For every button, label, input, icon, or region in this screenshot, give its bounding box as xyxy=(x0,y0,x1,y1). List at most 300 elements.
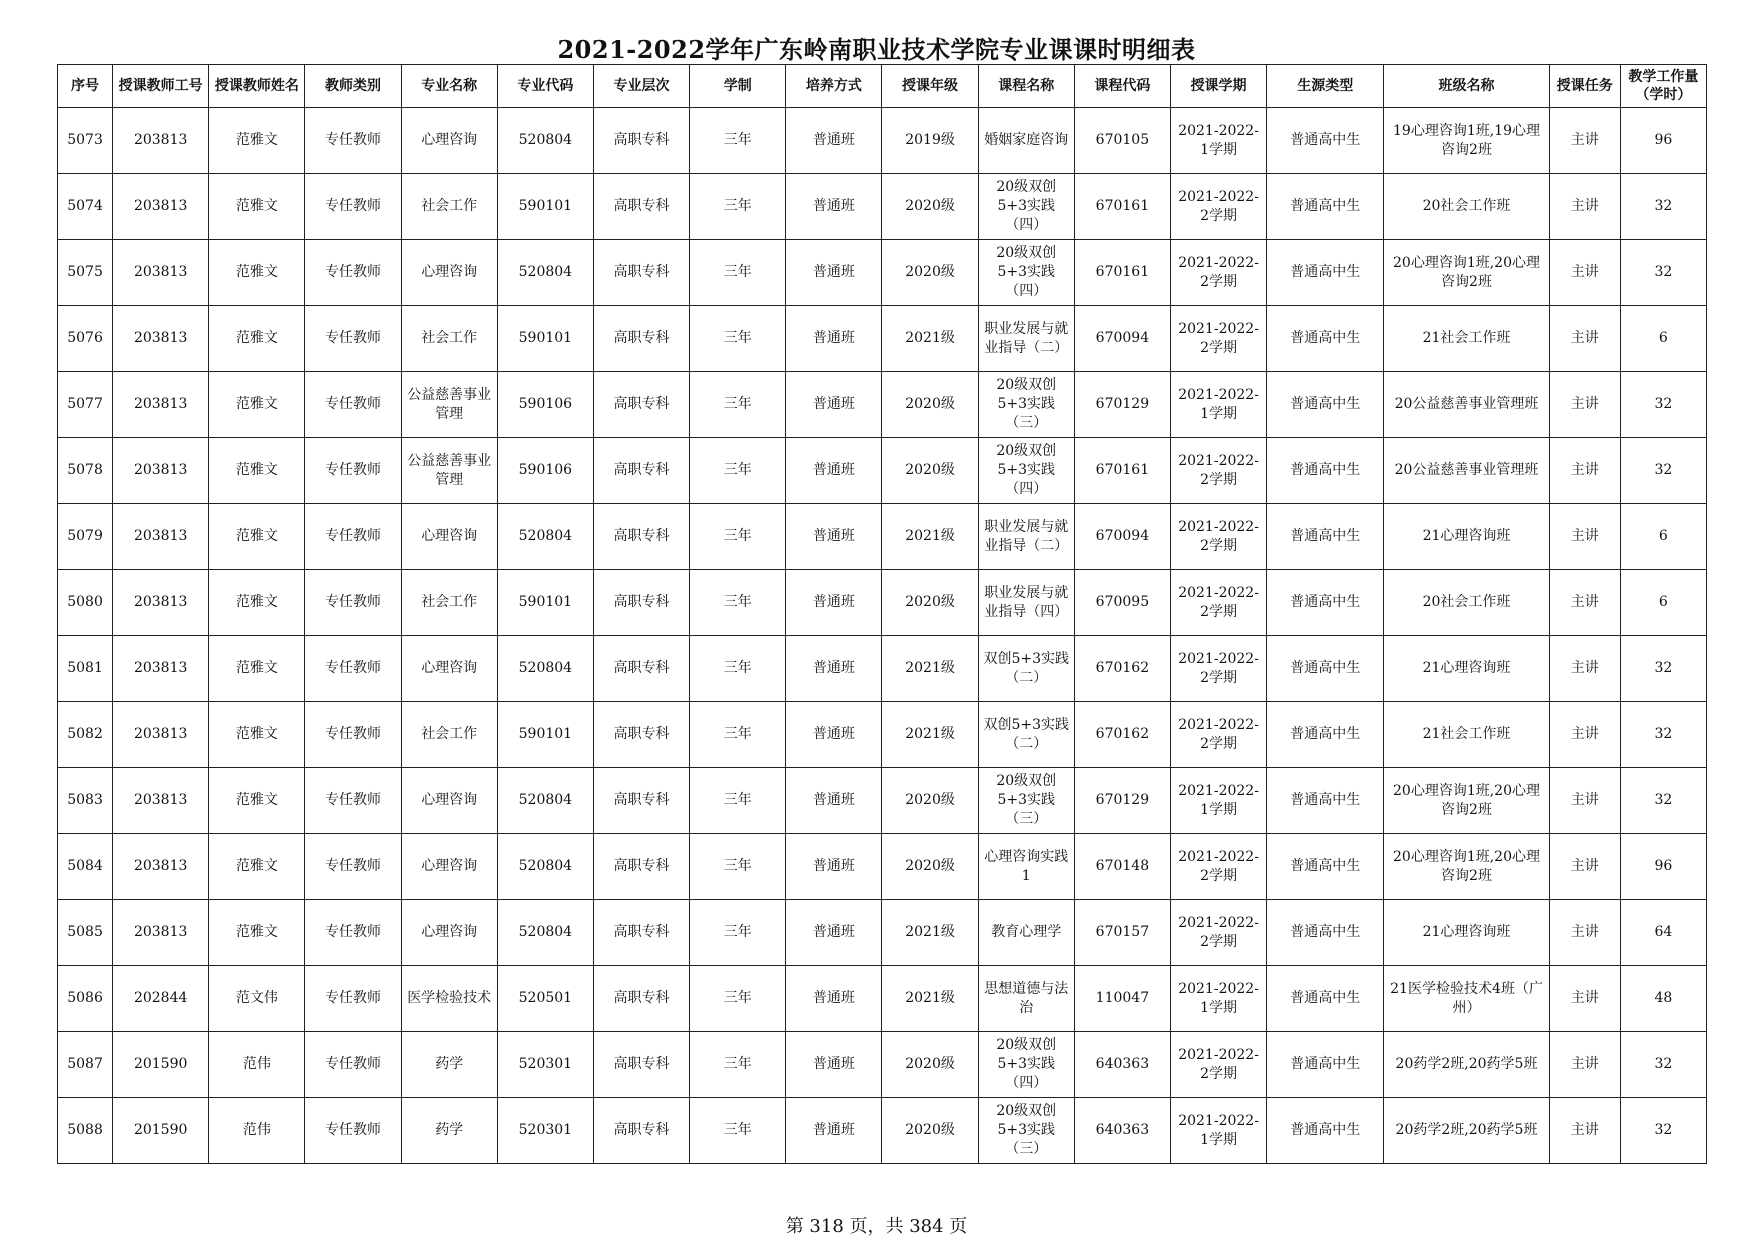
cell-serial: 5083 xyxy=(58,768,113,834)
cell-student-source: 普通高中生 xyxy=(1267,438,1384,504)
cell-course-name: 职业发展与就业指导（二） xyxy=(978,306,1074,372)
cell-course-code: 640363 xyxy=(1074,1098,1170,1164)
cell-grade: 2020级 xyxy=(882,1032,978,1098)
cell-workload: 32 xyxy=(1620,1032,1706,1098)
cell-teacher-name: 范雅文 xyxy=(209,636,305,702)
cell-term: 2021-2022-1学期 xyxy=(1170,108,1266,174)
cell-serial: 5082 xyxy=(58,702,113,768)
cell-workload: 32 xyxy=(1620,768,1706,834)
cell-grade: 2020级 xyxy=(882,768,978,834)
cell-grade: 2020级 xyxy=(882,240,978,306)
column-header: 生源类型 xyxy=(1267,65,1384,108)
cell-student-source: 普通高中生 xyxy=(1267,1032,1384,1098)
cell-teacher-id: 203813 xyxy=(113,108,209,174)
cell-workload: 6 xyxy=(1620,570,1706,636)
cell-training-mode: 普通班 xyxy=(786,438,882,504)
cell-course-name: 20级双创5+3实践（三） xyxy=(978,1098,1074,1164)
cell-student-source: 普通高中生 xyxy=(1267,1098,1384,1164)
cell-major-code: 520804 xyxy=(497,240,593,306)
cell-student-source: 普通高中生 xyxy=(1267,966,1384,1032)
cell-teacher-type: 专任教师 xyxy=(305,768,401,834)
cell-course-name: 20级双创5+3实践（四） xyxy=(978,1032,1074,1098)
cell-major-code: 520804 xyxy=(497,504,593,570)
cell-teacher-id: 202844 xyxy=(113,966,209,1032)
cell-term: 2021-2022-1学期 xyxy=(1170,966,1266,1032)
cell-level: 高职专科 xyxy=(593,372,689,438)
cell-teacher-id: 203813 xyxy=(113,900,209,966)
cell-task: 主讲 xyxy=(1549,966,1620,1032)
cell-major-code: 590106 xyxy=(497,372,593,438)
cell-course-code: 670162 xyxy=(1074,702,1170,768)
cell-student-source: 普通高中生 xyxy=(1267,768,1384,834)
cell-teacher-type: 专任教师 xyxy=(305,1098,401,1164)
cell-duration: 三年 xyxy=(690,966,786,1032)
cell-serial: 5084 xyxy=(58,834,113,900)
cell-workload: 6 xyxy=(1620,504,1706,570)
cell-course-code: 670161 xyxy=(1074,174,1170,240)
cell-task: 主讲 xyxy=(1549,768,1620,834)
cell-training-mode: 普通班 xyxy=(786,240,882,306)
cell-level: 高职专科 xyxy=(593,1098,689,1164)
cell-training-mode: 普通班 xyxy=(786,306,882,372)
cell-teacher-type: 专任教师 xyxy=(305,372,401,438)
cell-teacher-id: 203813 xyxy=(113,570,209,636)
cell-class-name: 20公益慈善事业管理班 xyxy=(1384,372,1549,438)
table-row xyxy=(58,834,1707,900)
cell-task: 主讲 xyxy=(1549,240,1620,306)
cell-task: 主讲 xyxy=(1549,438,1620,504)
cell-major-name: 心理咨询 xyxy=(401,900,497,966)
cell-teacher-id: 203813 xyxy=(113,438,209,504)
cell-major-code: 590101 xyxy=(497,306,593,372)
cell-level: 高职专科 xyxy=(593,570,689,636)
cell-class-name: 21心理咨询班 xyxy=(1384,504,1549,570)
cell-level: 高职专科 xyxy=(593,504,689,570)
table-row xyxy=(58,702,1707,768)
column-header: 授课学期 xyxy=(1170,65,1266,108)
cell-student-source: 普通高中生 xyxy=(1267,174,1384,240)
cell-major-name: 心理咨询 xyxy=(401,108,497,174)
cell-level: 高职专科 xyxy=(593,702,689,768)
cell-grade: 2021级 xyxy=(882,900,978,966)
table-row xyxy=(58,1098,1707,1164)
table-row xyxy=(58,240,1707,306)
cell-course-code: 670162 xyxy=(1074,636,1170,702)
cell-duration: 三年 xyxy=(690,240,786,306)
cell-teacher-type: 专任教师 xyxy=(305,504,401,570)
cell-duration: 三年 xyxy=(690,306,786,372)
table-row xyxy=(58,570,1707,636)
cell-workload: 32 xyxy=(1620,702,1706,768)
cell-workload: 32 xyxy=(1620,174,1706,240)
cell-task: 主讲 xyxy=(1549,1032,1620,1098)
cell-task: 主讲 xyxy=(1549,636,1620,702)
cell-duration: 三年 xyxy=(690,504,786,570)
cell-student-source: 普通高中生 xyxy=(1267,504,1384,570)
cell-serial: 5088 xyxy=(58,1098,113,1164)
cell-teacher-type: 专任教师 xyxy=(305,702,401,768)
header-row xyxy=(58,65,1707,108)
cell-teacher-type: 专任教师 xyxy=(305,570,401,636)
cell-major-name: 心理咨询 xyxy=(401,834,497,900)
cell-workload: 32 xyxy=(1620,636,1706,702)
cell-student-source: 普通高中生 xyxy=(1267,834,1384,900)
cell-level: 高职专科 xyxy=(593,966,689,1032)
cell-course-name: 20级双创5+3实践（四） xyxy=(978,240,1074,306)
cell-duration: 三年 xyxy=(690,570,786,636)
cell-training-mode: 普通班 xyxy=(786,900,882,966)
cell-training-mode: 普通班 xyxy=(786,768,882,834)
cell-major-name: 药学 xyxy=(401,1032,497,1098)
cell-teacher-id: 201590 xyxy=(113,1032,209,1098)
cell-task: 主讲 xyxy=(1549,504,1620,570)
cell-major-name: 公益慈善事业管理 xyxy=(401,438,497,504)
cell-training-mode: 普通班 xyxy=(786,636,882,702)
table-row xyxy=(58,966,1707,1032)
cell-level: 高职专科 xyxy=(593,108,689,174)
cell-grade: 2020级 xyxy=(882,834,978,900)
cell-workload: 32 xyxy=(1620,438,1706,504)
cell-course-code: 670095 xyxy=(1074,570,1170,636)
table-row xyxy=(58,900,1707,966)
cell-grade: 2020级 xyxy=(882,438,978,504)
cell-class-name: 21医学检验技术4班（广州） xyxy=(1384,966,1549,1032)
column-header: 授课任务 xyxy=(1549,65,1620,108)
cell-term: 2021-2022-2学期 xyxy=(1170,636,1266,702)
cell-grade: 2020级 xyxy=(882,1098,978,1164)
cell-task: 主讲 xyxy=(1549,900,1620,966)
cell-class-name: 21社会工作班 xyxy=(1384,306,1549,372)
cell-course-code: 670129 xyxy=(1074,372,1170,438)
cell-level: 高职专科 xyxy=(593,306,689,372)
cell-major-code: 520301 xyxy=(497,1098,593,1164)
cell-course-name: 职业发展与就业指导（二） xyxy=(978,504,1074,570)
cell-grade: 2021级 xyxy=(882,306,978,372)
cell-teacher-type: 专任教师 xyxy=(305,438,401,504)
cell-major-name: 心理咨询 xyxy=(401,636,497,702)
cell-course-code: 670161 xyxy=(1074,438,1170,504)
cell-term: 2021-2022-2学期 xyxy=(1170,702,1266,768)
cell-grade: 2020级 xyxy=(882,570,978,636)
cell-class-name: 20公益慈善事业管理班 xyxy=(1384,438,1549,504)
cell-course-name: 20级双创5+3实践（四） xyxy=(978,438,1074,504)
cell-course-code: 670094 xyxy=(1074,504,1170,570)
cell-teacher-name: 范伟 xyxy=(209,1032,305,1098)
cell-workload: 48 xyxy=(1620,966,1706,1032)
cell-student-source: 普通高中生 xyxy=(1267,372,1384,438)
cell-level: 高职专科 xyxy=(593,834,689,900)
cell-serial: 5080 xyxy=(58,570,113,636)
cell-course-code: 110047 xyxy=(1074,966,1170,1032)
cell-workload: 32 xyxy=(1620,1098,1706,1164)
cell-serial: 5081 xyxy=(58,636,113,702)
cell-major-name: 社会工作 xyxy=(401,570,497,636)
cell-major-code: 520804 xyxy=(497,108,593,174)
cell-teacher-name: 范雅文 xyxy=(209,570,305,636)
cell-class-name: 21心理咨询班 xyxy=(1384,636,1549,702)
cell-workload: 6 xyxy=(1620,306,1706,372)
cell-major-code: 520804 xyxy=(497,834,593,900)
cell-teacher-name: 范雅文 xyxy=(209,504,305,570)
table-row xyxy=(58,108,1707,174)
cell-teacher-id: 203813 xyxy=(113,702,209,768)
table-row xyxy=(58,174,1707,240)
cell-major-code: 520501 xyxy=(497,966,593,1032)
cell-duration: 三年 xyxy=(690,1098,786,1164)
cell-class-name: 21心理咨询班 xyxy=(1384,900,1549,966)
cell-duration: 三年 xyxy=(690,768,786,834)
cell-level: 高职专科 xyxy=(593,900,689,966)
cell-class-name: 20药学2班,20药学5班 xyxy=(1384,1032,1549,1098)
cell-student-source: 普通高中生 xyxy=(1267,636,1384,702)
cell-term: 2021-2022-2学期 xyxy=(1170,174,1266,240)
cell-level: 高职专科 xyxy=(593,1032,689,1098)
cell-teacher-type: 专任教师 xyxy=(305,636,401,702)
cell-teacher-id: 203813 xyxy=(113,306,209,372)
cell-major-code: 590101 xyxy=(497,174,593,240)
cell-teacher-name: 范雅文 xyxy=(209,702,305,768)
cell-major-name: 公益慈善事业管理 xyxy=(401,372,497,438)
cell-teacher-type: 专任教师 xyxy=(305,240,401,306)
cell-grade: 2020级 xyxy=(882,372,978,438)
cell-task: 主讲 xyxy=(1549,306,1620,372)
cell-serial: 5077 xyxy=(58,372,113,438)
cell-major-code: 520804 xyxy=(497,636,593,702)
column-header: 专业代码 xyxy=(497,65,593,108)
cell-workload: 96 xyxy=(1620,834,1706,900)
column-header: 课程名称 xyxy=(978,65,1074,108)
cell-major-code: 590101 xyxy=(497,702,593,768)
cell-teacher-name: 范雅文 xyxy=(209,768,305,834)
cell-serial: 5085 xyxy=(58,900,113,966)
cell-teacher-id: 203813 xyxy=(113,834,209,900)
cell-teacher-id: 203813 xyxy=(113,768,209,834)
column-header: 专业名称 xyxy=(401,65,497,108)
cell-class-name: 21社会工作班 xyxy=(1384,702,1549,768)
cell-course-code: 640363 xyxy=(1074,1032,1170,1098)
cell-duration: 三年 xyxy=(690,900,786,966)
cell-major-name: 社会工作 xyxy=(401,174,497,240)
cell-duration: 三年 xyxy=(690,438,786,504)
cell-major-code: 590101 xyxy=(497,570,593,636)
cell-serial: 5087 xyxy=(58,1032,113,1098)
cell-duration: 三年 xyxy=(690,636,786,702)
cell-major-name: 医学检验技术 xyxy=(401,966,497,1032)
cell-teacher-type: 专任教师 xyxy=(305,966,401,1032)
cell-level: 高职专科 xyxy=(593,174,689,240)
cell-training-mode: 普通班 xyxy=(786,1098,882,1164)
cell-teacher-id: 203813 xyxy=(113,504,209,570)
cell-course-name: 婚姻家庭咨询 xyxy=(978,108,1074,174)
cell-grade: 2021级 xyxy=(882,702,978,768)
column-header: 课程代码 xyxy=(1074,65,1170,108)
cell-teacher-id: 203813 xyxy=(113,240,209,306)
cell-task: 主讲 xyxy=(1549,1098,1620,1164)
cell-serial: 5073 xyxy=(58,108,113,174)
page-title: 2021-2022学年广东岭南职业技术学院专业课课时明细表 xyxy=(557,35,1196,64)
cell-term: 2021-2022-2学期 xyxy=(1170,900,1266,966)
cell-grade: 2021级 xyxy=(882,636,978,702)
cell-workload: 96 xyxy=(1620,108,1706,174)
cell-workload: 64 xyxy=(1620,900,1706,966)
cell-duration: 三年 xyxy=(690,1032,786,1098)
cell-duration: 三年 xyxy=(690,108,786,174)
cell-serial: 5086 xyxy=(58,966,113,1032)
cell-teacher-name: 范雅文 xyxy=(209,834,305,900)
cell-grade: 2020级 xyxy=(882,174,978,240)
cell-term: 2021-2022-2学期 xyxy=(1170,1032,1266,1098)
cell-class-name: 20心理咨询1班,20心理咨询2班 xyxy=(1384,768,1549,834)
cell-course-code: 670129 xyxy=(1074,768,1170,834)
cell-student-source: 普通高中生 xyxy=(1267,702,1384,768)
cell-course-code: 670105 xyxy=(1074,108,1170,174)
cell-class-name: 20心理咨询1班,20心理咨询2班 xyxy=(1384,834,1549,900)
cell-teacher-type: 专任教师 xyxy=(305,306,401,372)
column-header: 专业层次 xyxy=(593,65,689,108)
cell-grade: 2019级 xyxy=(882,108,978,174)
cell-course-name: 20级双创5+3实践（四） xyxy=(978,174,1074,240)
column-header: 培养方式 xyxy=(786,65,882,108)
cell-level: 高职专科 xyxy=(593,636,689,702)
cell-serial: 5078 xyxy=(58,438,113,504)
cell-duration: 三年 xyxy=(690,834,786,900)
cell-term: 2021-2022-1学期 xyxy=(1170,1098,1266,1164)
cell-student-source: 普通高中生 xyxy=(1267,108,1384,174)
cell-workload: 32 xyxy=(1620,372,1706,438)
cell-training-mode: 普通班 xyxy=(786,108,882,174)
cell-serial: 5076 xyxy=(58,306,113,372)
table-row xyxy=(58,1032,1707,1098)
cell-level: 高职专科 xyxy=(593,240,689,306)
cell-level: 高职专科 xyxy=(593,438,689,504)
column-header: 教学工作量（学时） xyxy=(1620,65,1706,108)
cell-major-name: 心理咨询 xyxy=(401,240,497,306)
cell-term: 2021-2022-1学期 xyxy=(1170,372,1266,438)
cell-training-mode: 普通班 xyxy=(786,570,882,636)
page-footer: 第 318 页，共 384 页 xyxy=(785,1216,968,1237)
cell-term: 2021-2022-2学期 xyxy=(1170,306,1266,372)
cell-teacher-type: 专任教师 xyxy=(305,174,401,240)
cell-duration: 三年 xyxy=(690,702,786,768)
cell-major-name: 社会工作 xyxy=(401,702,497,768)
cell-task: 主讲 xyxy=(1549,834,1620,900)
cell-task: 主讲 xyxy=(1549,570,1620,636)
course-hours-table xyxy=(57,64,1707,1164)
cell-class-name: 19心理咨询1班,19心理咨询2班 xyxy=(1384,108,1549,174)
cell-course-code: 670094 xyxy=(1074,306,1170,372)
cell-teacher-type: 专任教师 xyxy=(305,900,401,966)
cell-major-code: 520804 xyxy=(497,900,593,966)
cell-teacher-name: 范雅文 xyxy=(209,108,305,174)
cell-serial: 5074 xyxy=(58,174,113,240)
column-header: 班级名称 xyxy=(1384,65,1549,108)
cell-teacher-name: 范文伟 xyxy=(209,966,305,1032)
cell-teacher-name: 范雅文 xyxy=(209,174,305,240)
cell-class-name: 20社会工作班 xyxy=(1384,570,1549,636)
cell-training-mode: 普通班 xyxy=(786,1032,882,1098)
cell-major-code: 590106 xyxy=(497,438,593,504)
cell-grade: 2021级 xyxy=(882,966,978,1032)
cell-training-mode: 普通班 xyxy=(786,372,882,438)
cell-course-code: 670157 xyxy=(1074,900,1170,966)
table-row xyxy=(58,768,1707,834)
cell-term: 2021-2022-2学期 xyxy=(1170,240,1266,306)
column-header: 授课教师姓名 xyxy=(209,65,305,108)
column-header: 授课年级 xyxy=(882,65,978,108)
cell-teacher-type: 专任教师 xyxy=(305,834,401,900)
cell-task: 主讲 xyxy=(1549,108,1620,174)
cell-course-name: 双创5+3实践（二） xyxy=(978,702,1074,768)
cell-teacher-name: 范雅文 xyxy=(209,372,305,438)
cell-student-source: 普通高中生 xyxy=(1267,570,1384,636)
cell-course-name: 职业发展与就业指导（四） xyxy=(978,570,1074,636)
cell-teacher-name: 范伟 xyxy=(209,1098,305,1164)
cell-major-name: 药学 xyxy=(401,1098,497,1164)
column-header: 学制 xyxy=(690,65,786,108)
cell-course-name: 教育心理学 xyxy=(978,900,1074,966)
cell-teacher-id: 203813 xyxy=(113,636,209,702)
cell-task: 主讲 xyxy=(1549,372,1620,438)
cell-student-source: 普通高中生 xyxy=(1267,306,1384,372)
table-row xyxy=(58,438,1707,504)
cell-major-code: 520301 xyxy=(497,1032,593,1098)
cell-teacher-type: 专任教师 xyxy=(305,108,401,174)
cell-course-name: 思想道德与法治 xyxy=(978,966,1074,1032)
cell-workload: 32 xyxy=(1620,240,1706,306)
cell-teacher-id: 201590 xyxy=(113,1098,209,1164)
cell-training-mode: 普通班 xyxy=(786,834,882,900)
table-row xyxy=(58,504,1707,570)
cell-training-mode: 普通班 xyxy=(786,966,882,1032)
cell-student-source: 普通高中生 xyxy=(1267,900,1384,966)
cell-grade: 2021级 xyxy=(882,504,978,570)
column-header: 序号 xyxy=(58,65,113,108)
cell-course-name: 心理咨询实践1 xyxy=(978,834,1074,900)
cell-serial: 5075 xyxy=(58,240,113,306)
cell-serial: 5079 xyxy=(58,504,113,570)
cell-teacher-type: 专任教师 xyxy=(305,1032,401,1098)
cell-class-name: 20心理咨询1班,20心理咨询2班 xyxy=(1384,240,1549,306)
cell-major-name: 社会工作 xyxy=(401,306,497,372)
cell-teacher-id: 203813 xyxy=(113,174,209,240)
cell-duration: 三年 xyxy=(690,174,786,240)
cell-course-name: 双创5+3实践（二） xyxy=(978,636,1074,702)
cell-term: 2021-2022-2学期 xyxy=(1170,834,1266,900)
cell-class-name: 20社会工作班 xyxy=(1384,174,1549,240)
cell-major-name: 心理咨询 xyxy=(401,504,497,570)
cell-major-code: 520804 xyxy=(497,768,593,834)
cell-term: 2021-2022-2学期 xyxy=(1170,438,1266,504)
cell-training-mode: 普通班 xyxy=(786,504,882,570)
table-row xyxy=(58,306,1707,372)
cell-term: 2021-2022-2学期 xyxy=(1170,570,1266,636)
cell-teacher-name: 范雅文 xyxy=(209,306,305,372)
cell-course-name: 20级双创5+3实践（三） xyxy=(978,768,1074,834)
cell-term: 2021-2022-2学期 xyxy=(1170,504,1266,570)
cell-course-name: 20级双创5+3实践（三） xyxy=(978,372,1074,438)
cell-course-code: 670161 xyxy=(1074,240,1170,306)
cell-level: 高职专科 xyxy=(593,768,689,834)
cell-task: 主讲 xyxy=(1549,174,1620,240)
cell-teacher-name: 范雅文 xyxy=(209,900,305,966)
cell-class-name: 20药学2班,20药学5班 xyxy=(1384,1098,1549,1164)
table-body xyxy=(58,108,1707,1164)
cell-task: 主讲 xyxy=(1549,702,1620,768)
column-header: 授课教师工号 xyxy=(113,65,209,108)
column-header: 教师类别 xyxy=(305,65,401,108)
cell-training-mode: 普通班 xyxy=(786,702,882,768)
table-row xyxy=(58,372,1707,438)
